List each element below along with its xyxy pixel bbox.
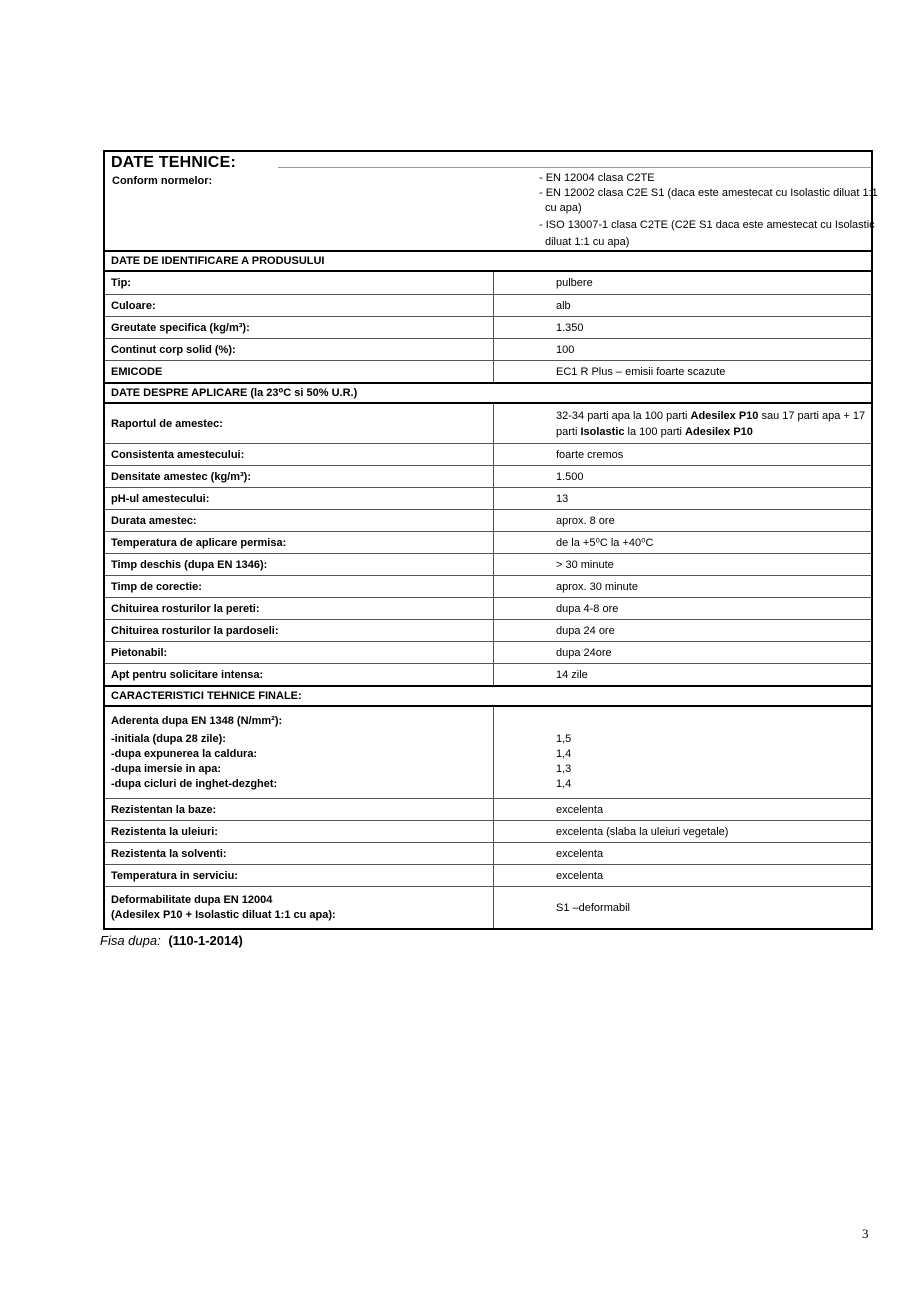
row-value-cell bbox=[494, 821, 871, 842]
row-value: foarte cremos bbox=[556, 448, 624, 461]
row-label: Timp deschis (dupa EN 1346): bbox=[111, 558, 268, 571]
table-row bbox=[105, 465, 871, 487]
table-row bbox=[105, 443, 871, 465]
row-value: de la +5⁰C la +40⁰C bbox=[556, 536, 654, 549]
row-value-cell bbox=[494, 576, 871, 597]
row-label: Consistenta amestecului: bbox=[111, 448, 245, 461]
row-value-cell bbox=[494, 799, 871, 820]
row-label-cell bbox=[105, 532, 494, 553]
document-footer bbox=[100, 933, 243, 949]
row-value-bold-run: Adesilex P10 bbox=[685, 425, 753, 438]
section-header-label: CARACTERISTICI TEHNICE FINALE: bbox=[111, 690, 302, 702]
row-label-cell bbox=[105, 887, 494, 928]
row-value: aprox. 8 ore bbox=[556, 514, 615, 527]
row-label-line: -initiala (dupa 28 zile): bbox=[111, 733, 226, 745]
footer-code: (110-1-2014) bbox=[168, 933, 243, 948]
table-row bbox=[105, 864, 871, 886]
norm-line-continuation: cu apa) bbox=[545, 202, 582, 214]
row-value-line bbox=[556, 714, 867, 729]
table-row bbox=[105, 316, 871, 338]
table-row bbox=[105, 360, 871, 382]
row-value-cell bbox=[494, 404, 871, 443]
section-header-row bbox=[105, 685, 871, 707]
row-label: Rezistenta la solventi: bbox=[111, 847, 227, 860]
row-label: Continut corp solid (%): bbox=[111, 343, 236, 356]
row-label-line: -dupa cicluri de inghet-dezghet: bbox=[111, 778, 278, 790]
row-value-cell bbox=[494, 554, 871, 575]
row-value-line bbox=[556, 408, 867, 424]
table-header-block bbox=[105, 152, 878, 250]
row-label-cell bbox=[105, 576, 494, 597]
section-header-row bbox=[105, 250, 871, 272]
row-label-cell bbox=[105, 865, 494, 886]
row-label-cell bbox=[105, 510, 494, 531]
row-value: 1.500 bbox=[556, 470, 584, 483]
row-value: 13 bbox=[556, 492, 569, 505]
row-value: aprox. 30 minute bbox=[556, 580, 638, 593]
table-row bbox=[105, 575, 871, 597]
row-value-run: parti bbox=[556, 425, 581, 438]
row-value: EC1 R Plus – emisii foarte scazute bbox=[556, 365, 726, 378]
row-value-cell bbox=[494, 361, 871, 382]
row-value-bold-run: Isolastic bbox=[580, 425, 625, 438]
table-row bbox=[105, 272, 871, 294]
row-value-line: 1,5 bbox=[556, 733, 572, 745]
table-row bbox=[105, 509, 871, 531]
row-value-cell bbox=[494, 295, 871, 316]
table-row bbox=[105, 597, 871, 619]
row-label-line: -dupa expunerea la caldura: bbox=[111, 748, 258, 760]
table-title: DATE TEHNICE: bbox=[111, 154, 236, 171]
row-value-cell bbox=[494, 664, 871, 685]
section-header-label: DATE DESPRE APLICARE (la 23⁰C si 50% U.R.) bbox=[111, 387, 358, 399]
row-label-line: Deformabilitate dupa EN 12004 bbox=[111, 893, 273, 906]
row-value-line: 1,3 bbox=[556, 763, 572, 775]
row-label: Culoare: bbox=[111, 299, 156, 312]
row-value-cell bbox=[494, 707, 871, 798]
page-number: 3 bbox=[862, 1226, 869, 1241]
row-value: excelenta bbox=[556, 803, 604, 816]
title-rule bbox=[278, 167, 871, 168]
row-label: Temperatura de aplicare permisa: bbox=[111, 536, 287, 549]
row-value-run: 32-34 parti apa la 100 parti bbox=[556, 409, 691, 422]
row-value-cell bbox=[494, 843, 871, 864]
row-value-run: sau 17 parti apa + 17 bbox=[758, 409, 866, 422]
norm-line-continuation: diluat 1:1 cu apa) bbox=[545, 236, 630, 248]
row-value: 1.350 bbox=[556, 321, 584, 334]
row-label-cell bbox=[105, 620, 494, 641]
row-value: excelenta bbox=[556, 847, 604, 860]
row-value: 100 bbox=[556, 343, 575, 356]
row-value: dupa 4-8 ore bbox=[556, 602, 619, 615]
row-label: Temperatura in serviciu: bbox=[111, 869, 238, 882]
row-value-cell bbox=[494, 317, 871, 338]
row-label: Greutate specifica (kg/m³): bbox=[111, 321, 250, 334]
row-label-line: Aderenta dupa EN 1348 (N/mm²): bbox=[111, 715, 283, 727]
row-value-bold-run: Adesilex P10 bbox=[690, 409, 759, 422]
table-row bbox=[105, 886, 871, 928]
row-label-cell bbox=[105, 554, 494, 575]
row-label: Rezistentan la baze: bbox=[111, 803, 217, 816]
row-label: Rezistenta la uleiuri: bbox=[111, 825, 218, 838]
row-label: pH-ul amestecului: bbox=[111, 492, 210, 505]
norm-line: - ISO 13007-1 clasa C2TE (C2E S1 daca este amestecat cu Isolastic bbox=[539, 219, 875, 231]
row-label-cell bbox=[105, 642, 494, 663]
row-value-line: 1,4 bbox=[556, 748, 572, 760]
row-value-cell bbox=[494, 532, 871, 553]
row-label: EMICODE bbox=[111, 365, 163, 378]
row-label-line: -dupa imersie in apa: bbox=[111, 763, 222, 775]
row-value: > 30 minute bbox=[556, 558, 614, 571]
row-label-cell bbox=[105, 295, 494, 316]
row-value-cell bbox=[494, 642, 871, 663]
conform-normelor-label: Conform normelor: bbox=[112, 175, 213, 187]
row-label: Chituirea rosturilor la pardoseli: bbox=[111, 624, 279, 637]
row-value: dupa 24 ore bbox=[556, 624, 615, 637]
row-value-cell bbox=[494, 272, 871, 294]
table-row bbox=[105, 487, 871, 509]
row-label: Tip: bbox=[111, 277, 131, 289]
row-label-cell bbox=[105, 707, 494, 798]
row-label-cell bbox=[105, 444, 494, 465]
footer-label: Fisa dupa: bbox=[100, 933, 161, 948]
table-row bbox=[105, 707, 871, 798]
row-value-cell bbox=[494, 488, 871, 509]
row-label-cell bbox=[105, 317, 494, 338]
row-value: S1 –deformabil bbox=[556, 901, 630, 914]
row-label-cell bbox=[105, 339, 494, 360]
row-label-cell bbox=[105, 404, 494, 443]
row-label-cell bbox=[105, 843, 494, 864]
norms-list bbox=[539, 171, 878, 250]
section-header-row bbox=[105, 382, 871, 404]
table-rows bbox=[105, 250, 871, 928]
row-value-line bbox=[556, 424, 867, 440]
row-value-cell bbox=[494, 466, 871, 487]
row-label-cell bbox=[105, 598, 494, 619]
table-row bbox=[105, 798, 871, 820]
row-label-cell bbox=[105, 799, 494, 820]
row-label: Pietonabil: bbox=[111, 646, 168, 659]
row-value-run: la 100 parti bbox=[624, 425, 686, 438]
row-value-cell bbox=[494, 339, 871, 360]
table-row bbox=[105, 842, 871, 864]
row-value: alb bbox=[556, 299, 571, 312]
row-value-cell bbox=[494, 620, 871, 641]
row-label-cell bbox=[105, 488, 494, 509]
row-value-cell bbox=[494, 887, 871, 928]
technical-data-table bbox=[103, 150, 878, 930]
table-row bbox=[105, 404, 871, 443]
row-label-cell bbox=[105, 664, 494, 685]
row-value: excelenta bbox=[556, 869, 604, 882]
table-row bbox=[105, 531, 871, 553]
row-value-cell bbox=[494, 865, 871, 886]
row-label: Durata amestec: bbox=[111, 514, 197, 527]
table-row bbox=[105, 641, 871, 663]
row-value: pulbere bbox=[556, 277, 593, 289]
row-label-line: (Adesilex P10 + Isolastic diluat 1:1 cu apa): bbox=[111, 908, 336, 921]
row-value-cell bbox=[494, 444, 871, 465]
section-header-label: DATE DE IDENTIFICARE A PRODUSULUI bbox=[111, 255, 325, 267]
row-value-cell bbox=[494, 510, 871, 531]
row-label: Apt pentru solicitare intensa: bbox=[111, 668, 264, 681]
table-row bbox=[105, 294, 871, 316]
table-row bbox=[105, 338, 871, 360]
row-value: dupa 24ore bbox=[556, 646, 612, 659]
row-label-cell bbox=[105, 821, 494, 842]
row-value: 14 zile bbox=[556, 668, 588, 681]
row-value: excelenta (slaba la uleiuri vegetale) bbox=[556, 825, 729, 838]
row-label: Densitate amestec (kg/m³): bbox=[111, 470, 251, 483]
table-row bbox=[105, 619, 871, 641]
row-label-cell bbox=[105, 466, 494, 487]
table-row bbox=[105, 553, 871, 575]
table-row bbox=[105, 663, 871, 685]
row-value-line: 1,4 bbox=[556, 778, 572, 790]
row-label-cell bbox=[105, 361, 494, 382]
table-row bbox=[105, 820, 871, 842]
row-label-cell bbox=[105, 272, 494, 294]
row-label: Timp de corectie: bbox=[111, 580, 202, 593]
norm-line: - EN 12004 clasa C2TE bbox=[539, 172, 655, 184]
norm-line: - EN 12002 clasa C2E S1 (daca este amestecat cu Isolastic diluat 1:1 bbox=[539, 187, 878, 199]
row-label: Raportul de amestec: bbox=[111, 417, 223, 430]
row-label: Chituirea rosturilor la pereti: bbox=[111, 602, 260, 615]
row-value-cell bbox=[494, 598, 871, 619]
